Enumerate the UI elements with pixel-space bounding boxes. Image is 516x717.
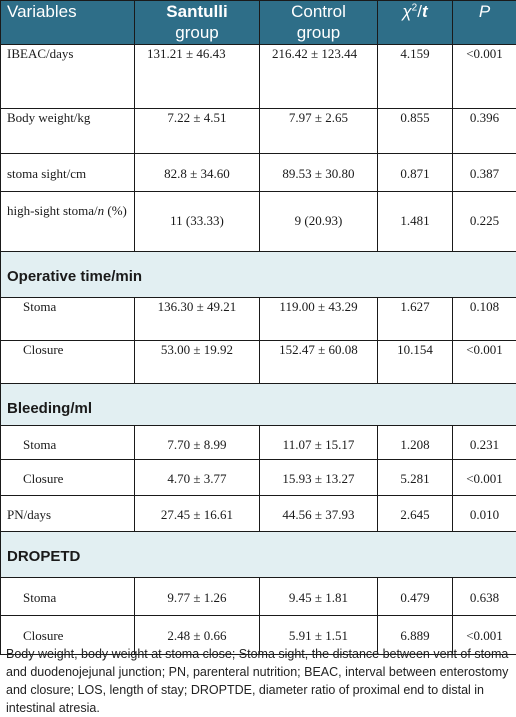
control-value: 216.42 ± 123.44 [260, 45, 378, 109]
stat-value: 4.159 [378, 45, 453, 109]
stat-value: 1.208 [378, 426, 453, 460]
row-label: stoma sight/cm [1, 154, 135, 192]
santulli-value: 4.70 ± 3.77 [135, 460, 260, 496]
table-row [1, 578, 516, 616]
table-footnote: Body weight, body weight at stoma close; Stoma sight, the distance between vent of stoma and duodenojejunal junction; PN, parenteral nutrition; BEAC, interval between enterostomy and closure; LOS, length of stay; DROPTDE, diameter ratio of proximal end to distal in intestinal atresia. [6, 645, 512, 717]
stat-value: 6.889 [378, 616, 453, 655]
stat-value: 2.645 [378, 496, 453, 532]
section-title: Operative time/min [1, 252, 516, 298]
row-label: PN/days [1, 496, 135, 532]
row-label: Closure [1, 460, 135, 496]
p-value: 0.638 [453, 578, 516, 616]
p-value: <0.001 [453, 341, 516, 384]
row-label: Closure [1, 616, 135, 655]
section-operative-time [1, 252, 516, 298]
row-label: Closure [1, 341, 135, 384]
table-row [1, 45, 516, 109]
p-value: 0.387 [453, 154, 516, 192]
header-control-group: Control group [260, 1, 378, 45]
table-row [1, 341, 516, 384]
row-label: Stoma [1, 426, 135, 460]
control-value: 7.97 ± 2.65 [260, 109, 378, 154]
control-value: 9 (20.93) [260, 192, 378, 252]
p-value: <0.001 [453, 616, 516, 655]
table-row [1, 109, 516, 154]
header-variables: Variables [1, 1, 135, 45]
header-p: P [453, 1, 516, 45]
p-value: 0.225 [453, 192, 516, 252]
santulli-value: 53.00 ± 19.92 [135, 341, 260, 384]
table-row [1, 154, 516, 192]
santulli-value: 82.8 ± 34.60 [135, 154, 260, 192]
row-label: high-sight stoma/n (%) [1, 192, 135, 252]
row-label: Body weight/kg [1, 109, 135, 154]
p-value: <0.001 [453, 45, 516, 109]
stat-value: 1.627 [378, 298, 453, 341]
row-label: Stoma [1, 298, 135, 341]
stat-value: 0.855 [378, 109, 453, 154]
santulli-value: 7.70 ± 8.99 [135, 426, 260, 460]
control-value: 5.91 ± 1.51 [260, 616, 378, 655]
santulli-value: 136.30 ± 49.21 [135, 298, 260, 341]
control-value: 11.07 ± 15.17 [260, 426, 378, 460]
section-dropetd [1, 532, 516, 578]
stat-value: 0.479 [378, 578, 453, 616]
table-row [1, 298, 516, 341]
santulli-value: 11 (33.33) [135, 192, 260, 252]
table-row [1, 460, 516, 496]
stat-value: 10.154 [378, 341, 453, 384]
control-value: 15.93 ± 13.27 [260, 460, 378, 496]
table-row [1, 426, 516, 460]
control-value: 152.47 ± 60.08 [260, 341, 378, 384]
control-value: 119.00 ± 43.29 [260, 298, 378, 341]
header-santulli-group: Santulli group [135, 1, 260, 45]
p-value: 0.108 [453, 298, 516, 341]
control-value: 44.56 ± 37.93 [260, 496, 378, 532]
row-label: IBEAC/days [1, 45, 135, 109]
stat-value: 5.281 [378, 460, 453, 496]
table-row [1, 192, 516, 252]
row-label: Stoma [1, 578, 135, 616]
stat-value: 0.871 [378, 154, 453, 192]
santulli-value: 7.22 ± 4.51 [135, 109, 260, 154]
control-value: 89.53 ± 30.80 [260, 154, 378, 192]
santulli-value: 2.48 ± 0.66 [135, 616, 260, 655]
santulli-value: 9.77 ± 1.26 [135, 578, 260, 616]
section-title: Bleeding/ml [1, 384, 516, 426]
santulli-value: 131.21 ± 46.43 [135, 45, 260, 109]
p-value: 0.231 [453, 426, 516, 460]
control-value: 9.45 ± 1.81 [260, 578, 378, 616]
p-value: 0.010 [453, 496, 516, 532]
section-title: DROPETD [1, 532, 516, 578]
header-row [1, 1, 516, 45]
santulli-value: 27.45 ± 16.61 [135, 496, 260, 532]
header-chi-t: $\chi^2/t$ [378, 1, 453, 45]
p-value: 0.396 [453, 109, 516, 154]
stat-value: 1.481 [378, 192, 453, 252]
p-value: <0.001 [453, 460, 516, 496]
section-bleeding [1, 384, 516, 426]
table-row [1, 496, 516, 532]
